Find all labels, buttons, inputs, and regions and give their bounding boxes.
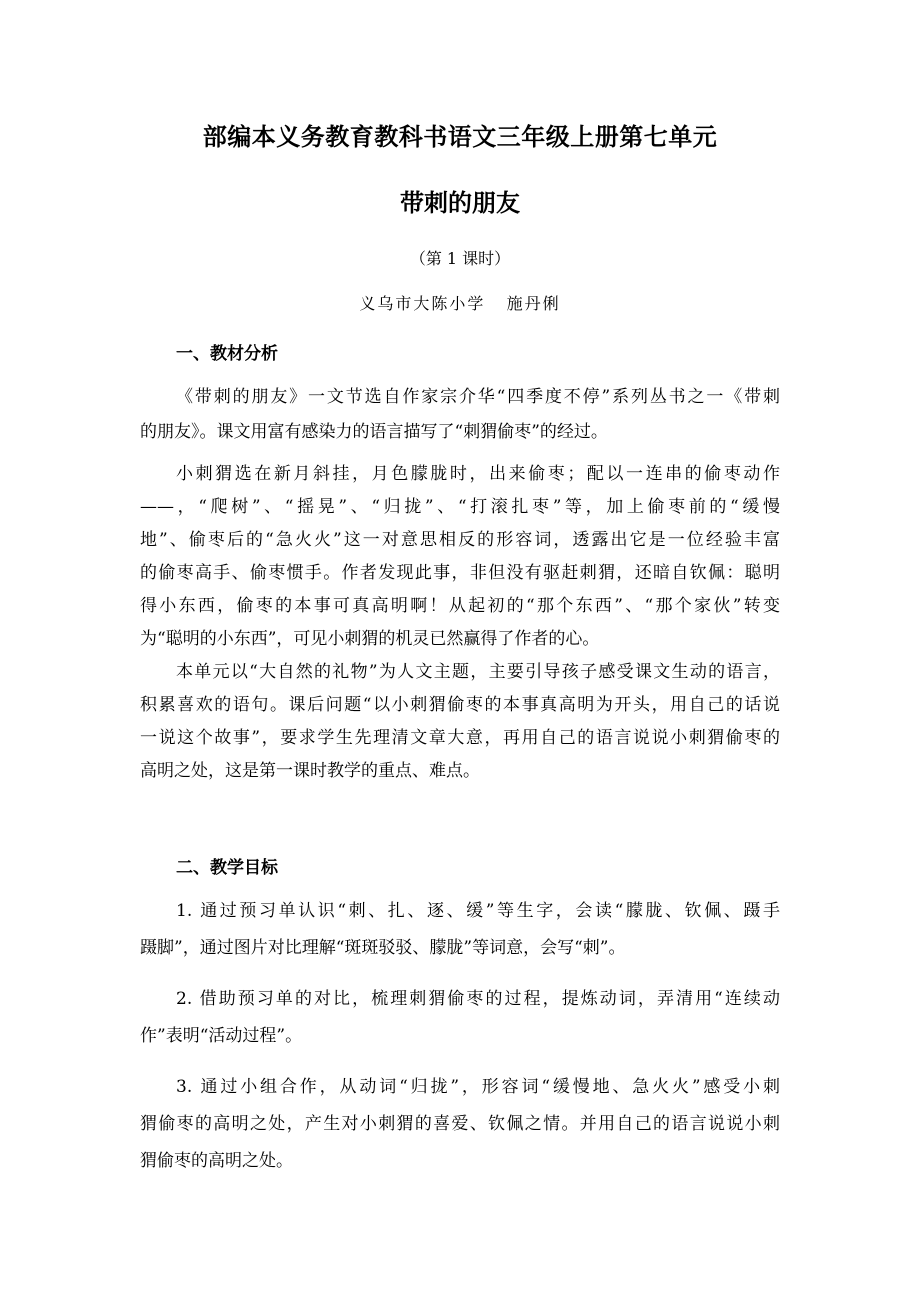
paragraph-line: 猬偷枣的高明之处，产生对小刺猬的喜爱、钦佩之情。并用自己的语言说说小刺 (140, 1114, 780, 1134)
objective-1 (140, 893, 780, 967)
analysis-paragraph-2 (140, 458, 780, 656)
paragraph-line: 本单元以“大自然的礼物”为人文主题，主要引导孩子感受课文生动的语言， (176, 662, 780, 682)
paragraph-line: 蹑脚”，通过图片对比理解“斑斑驳驳、朦胧”等词意，会写“刺”。 (140, 938, 626, 958)
objective-3 (140, 1069, 780, 1180)
paragraph-line: 积累喜欢的语句。课后问题“以小刺猬偷枣的本事真高明为开头，用自己的话说 (140, 695, 780, 715)
author-line: 义乌市大陈小学 施丹俐 (359, 294, 561, 313)
paragraph-line: ——，“爬树”、“摇晃”、“归拢”、“打滚扎枣”等，加上偷枣前的“缓慢 (140, 497, 780, 517)
paragraph-line: 的偷枣高手、偷枣惯手。作者发现此事，非但没有驱赶刺猬，还暗自钦佩：聪明 (140, 563, 780, 583)
analysis-paragraph-1 (140, 380, 780, 450)
document-title: 部编本义务教育教科书语文三年级上册第七单元 (202, 123, 718, 151)
paragraph-line: 的朋友》。课文用富有感染力的语言描写了“刺猬偷枣”的经过。 (140, 422, 608, 442)
paragraph-line: 一说这个故事”，要求学生先理清文章大意，再用自己的语言说说小刺猬偷枣的 (140, 728, 780, 748)
paragraph-line: 得小东西，偷枣的本事可真高明啊！从起初的“那个东西”、“那个家伙”转变 (140, 596, 780, 616)
paragraph-line: 猬偷枣的高明之处。 (140, 1151, 293, 1171)
paragraph-line: 2. 借助预习单的对比，梳理刺猬偷枣的过程，提炼动词，弄清用“连续动 (176, 989, 780, 1009)
analysis-paragraph-3 (140, 656, 780, 788)
section-heading-objectives: 二、教学目标 (176, 858, 278, 878)
paragraph-line: 小刺猬选在新月斜挂，月色朦胧时，出来偷枣；配以一连串的偷枣动作 (176, 464, 780, 484)
paragraph-line: 3. 通过小组合作，从动词“归拢”，形容词“缓慢地、急火火”感受小刺 (176, 1077, 780, 1097)
objective-2 (140, 981, 780, 1055)
lesson-period: （第 1 课时） (409, 249, 511, 268)
lesson-title: 带刺的朋友 (400, 189, 520, 217)
paragraph-line: 《带刺的朋友》一文节选自作家宗介华“四季度不停”系列丛书之一《带刺 (176, 387, 780, 407)
paragraph-line: 地”、偷枣后的“急火火”这一对意思相反的形容词，透露出它是一位经验丰富 (140, 530, 780, 550)
paragraph-line: 1. 通过预习单认识“刺、扎、逐、缓”等生字，会读“朦胧、钦佩、蹑手 (176, 901, 780, 921)
paragraph-line: 作”表明“活动过程”。 (140, 1026, 303, 1046)
paragraph-line: 为“聪明的小东西”，可见小刺猬的机灵已然赢得了作者的心。 (140, 629, 600, 649)
paragraph-line: 高明之处，这是第一课时教学的重点、难点。 (140, 761, 480, 781)
section-heading-analysis: 一、教材分析 (176, 344, 278, 364)
